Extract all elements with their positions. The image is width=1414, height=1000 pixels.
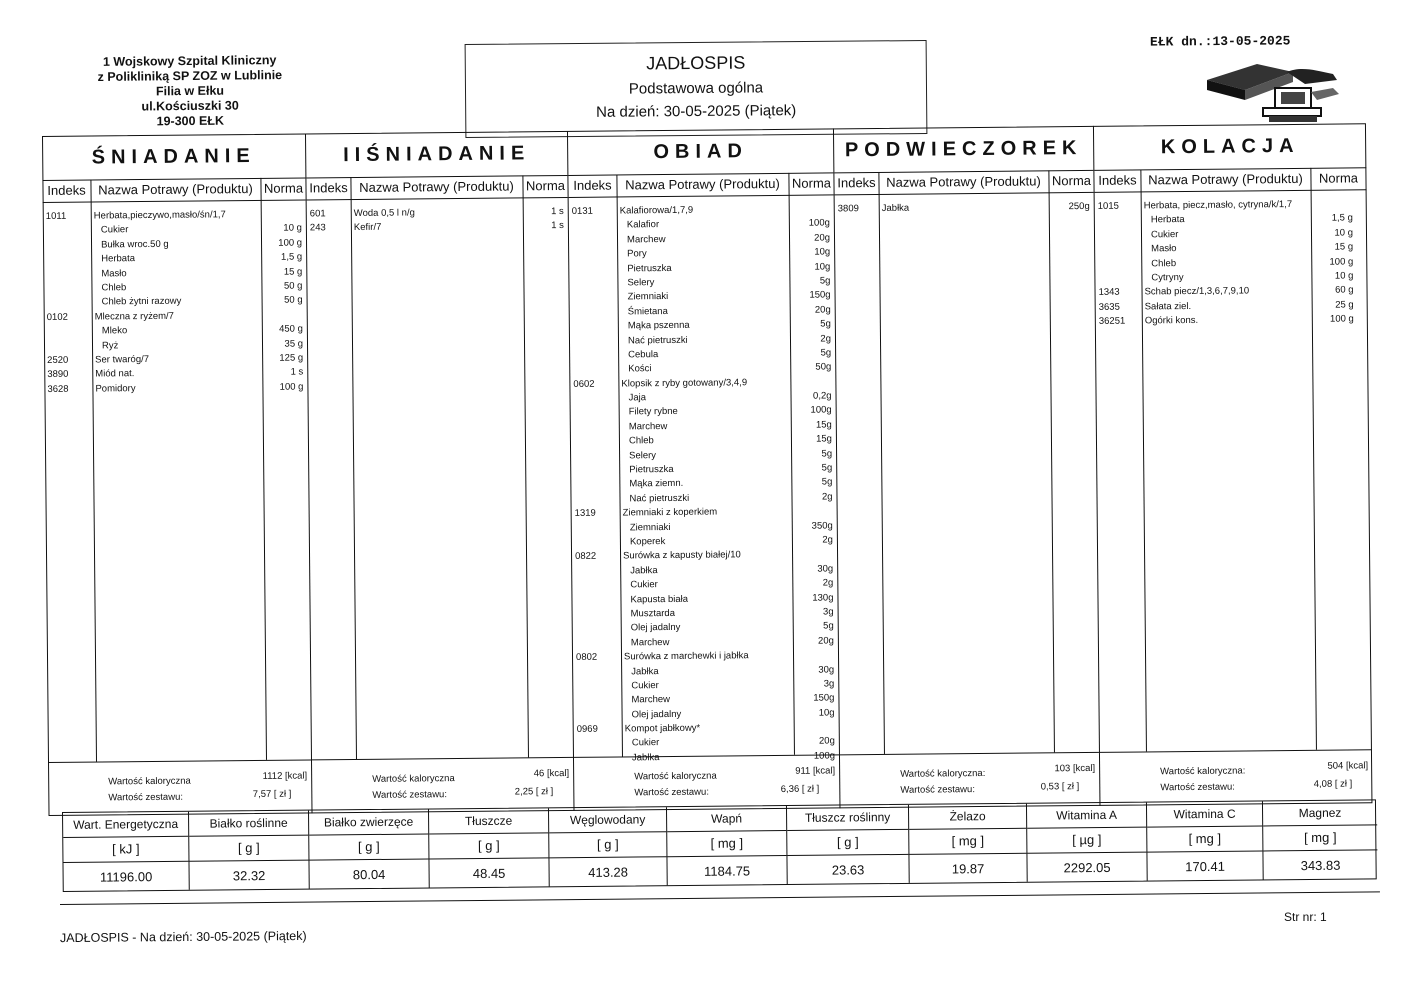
cost-label: Wartość zestawu: xyxy=(372,789,448,801)
menu-date: Na dzień: 30-05-2025 (Piątek) xyxy=(596,102,797,121)
item-name: Olej jadalny xyxy=(631,708,682,721)
item-name: Chleb żytni razowy xyxy=(101,296,182,308)
column-divider xyxy=(878,172,885,754)
nutrient-label: Białko zwierzęce xyxy=(309,809,428,835)
nutrient-value: 170.41 xyxy=(1185,858,1226,875)
nutrition-column xyxy=(429,808,550,887)
nutrient-value: 48.45 xyxy=(472,865,506,882)
meal-title: KOLACJA xyxy=(1094,123,1366,171)
nutrition-column xyxy=(1263,800,1378,879)
meal-summary xyxy=(48,759,312,817)
item-norm: 10 g xyxy=(1334,227,1354,239)
item-norm: 20g xyxy=(817,635,834,647)
item-norm: 250g xyxy=(1068,200,1090,213)
item-index: 0802 xyxy=(575,651,598,664)
nutrient-label: Węglowodany xyxy=(549,807,666,833)
item-name: Selery xyxy=(627,277,655,289)
item-norm: 25 g xyxy=(1335,299,1354,311)
item-name: Kalafiorowa/1,7,9 xyxy=(619,204,694,217)
item-name: Pietruszka xyxy=(629,463,674,476)
item-norm: 125 g xyxy=(279,352,304,364)
nutrient-unit: [ µg ] xyxy=(1027,828,1146,854)
hospital-name: 1 Wojskowy Szpital Kliniczny xyxy=(102,53,277,69)
column-header-row xyxy=(834,170,1093,195)
item-name: Surówka z kapusty białej/10 xyxy=(623,549,741,562)
column-header-index: Indeks xyxy=(309,180,348,196)
column-header-row xyxy=(42,177,305,203)
issue-date: EŁK dn.:13-05-2025 xyxy=(1149,33,1291,50)
meal-section xyxy=(306,131,575,813)
item-name: Jabłka xyxy=(631,751,660,764)
list-item xyxy=(307,219,568,236)
item-name: Ziemniaki z koperkiem xyxy=(622,506,718,519)
hospital-branch: Filia w Ełku xyxy=(155,83,225,99)
hospital-info xyxy=(70,53,311,131)
calorie-label: Wartość kaloryczna xyxy=(634,770,717,783)
item-name: Herbata, piecz,masło, cytryna/k/1,7 xyxy=(1143,199,1293,212)
item-norm: 35 g xyxy=(284,338,304,350)
cost-value: 7,57 [ zł ] xyxy=(252,788,292,801)
item-name: Filety rybne xyxy=(628,406,678,418)
column-header-name: Nazwa Potrawy (Produktu) xyxy=(886,173,1041,190)
item-name: Woda 0,5 l n/g xyxy=(353,207,415,220)
item-name: Schab piecz/1,3,6,7,9,10 xyxy=(1144,285,1250,298)
item-name: Ryż xyxy=(101,339,119,351)
item-name: Ziemniaki xyxy=(627,291,669,303)
item-norm: 20g xyxy=(814,232,831,244)
nutrient-label: Żelazo xyxy=(909,804,1026,830)
item-name: Kości xyxy=(628,363,652,375)
nutrient-unit: [ kJ ] xyxy=(63,837,188,863)
item-name: Cukier xyxy=(631,737,660,749)
item-norm: 5g xyxy=(823,620,834,632)
item-norm: 150g xyxy=(813,692,835,704)
item-norm: 30g xyxy=(817,563,834,575)
item-name: Marchew xyxy=(626,233,666,246)
item-index: 243 xyxy=(309,222,326,234)
item-norm: 100 g xyxy=(278,237,303,249)
nutrient-value: 2292.05 xyxy=(1063,859,1111,876)
column-header-index: Indeks xyxy=(1098,172,1137,188)
item-name: Sałata ziel. xyxy=(1144,300,1192,313)
item-name: Bułka wroc.50 g xyxy=(100,238,169,251)
item-norm: 100 g xyxy=(1329,255,1354,268)
item-norm: 5g xyxy=(821,476,833,488)
item-name: Jabłka xyxy=(881,202,910,214)
cost-value: 0,53 [ zł ] xyxy=(1040,781,1080,793)
item-norm: 50 g xyxy=(284,294,303,307)
item-name: Jaja xyxy=(628,392,647,404)
item-name: Jabłka xyxy=(631,665,659,677)
list-item xyxy=(44,380,307,397)
item-norm: 15 g xyxy=(1334,241,1354,253)
column-divider xyxy=(522,175,529,757)
hospital-affiliation: z Polikliniką SP ZOZ w Lublinie xyxy=(97,68,283,84)
calorie-value: 1112 [kcal] xyxy=(262,770,308,782)
nutrition-column xyxy=(189,811,310,890)
nutrient-value: 343.83 xyxy=(1300,857,1341,874)
item-name: Mąka pszenna xyxy=(627,319,690,332)
item-name: Herbata,pieczywo,masło/śn/1,7 xyxy=(93,209,226,222)
column-header-name: Nazwa Potrawy (Produktu) xyxy=(98,180,253,198)
item-name: Mąka ziemn. xyxy=(629,478,684,490)
column-header-norm: Norma xyxy=(1318,170,1359,186)
item-norm: 5g xyxy=(821,462,833,474)
item-name: Cukier xyxy=(1150,228,1179,241)
item-index: 3628 xyxy=(47,383,69,395)
item-name: Cukier xyxy=(100,224,129,236)
item-name: Mleko xyxy=(101,325,128,337)
nutrient-unit: [ mg ] xyxy=(1263,825,1377,851)
nutrient-value: 23.63 xyxy=(831,862,865,878)
meal-summary xyxy=(840,752,1100,809)
meal-title: ŚNIADANIE xyxy=(42,133,305,181)
item-name: Cukier xyxy=(630,579,658,591)
meal-items xyxy=(569,202,839,766)
item-name: Kefir/7 xyxy=(353,222,382,234)
document-title: JADŁOSPIS xyxy=(646,52,746,74)
item-norm: 60 g xyxy=(1334,284,1354,296)
item-index: 1015 xyxy=(1097,200,1119,212)
calorie-label: Wartość kaloryczna xyxy=(372,773,455,785)
cost-label: Wartość zestawu: xyxy=(634,786,710,799)
nutrition-column xyxy=(667,806,788,885)
calorie-label: Wartość kaloryczna xyxy=(108,775,191,788)
item-index: 3635 xyxy=(1098,301,1120,313)
item-norm: 2g xyxy=(822,577,834,589)
nutrient-unit: [ g ] xyxy=(309,834,428,860)
item-name: Miód nat. xyxy=(95,368,135,380)
nutrient-unit: [ g ] xyxy=(549,832,666,858)
nutrient-label: Magnez xyxy=(1263,800,1377,826)
item-index: 36251 xyxy=(1098,315,1126,327)
item-norm: 15 g xyxy=(283,266,303,278)
item-norm: 3g xyxy=(823,678,835,690)
item-index: 0102 xyxy=(46,311,68,323)
item-norm: 20g xyxy=(814,304,831,316)
item-norm: 100 g xyxy=(1329,313,1354,325)
list-item xyxy=(835,200,1094,217)
item-name: Herbata xyxy=(1150,214,1185,226)
column-header-norm: Norma xyxy=(1051,172,1092,189)
item-name: Nać pietruszki xyxy=(627,334,688,346)
item-name: Musztarda xyxy=(630,607,676,620)
meal-title: OBIAD xyxy=(568,128,833,176)
nutrient-unit: [ mg ] xyxy=(909,829,1026,855)
item-norm: 1 s xyxy=(551,205,564,218)
book-computer-logo xyxy=(1205,58,1345,126)
item-norm: 50 g xyxy=(283,280,303,292)
item-name: Marchew xyxy=(630,636,670,649)
list-item xyxy=(1096,312,1368,329)
item-norm: 5g xyxy=(819,275,831,287)
item-name: Kapusta biała xyxy=(630,593,689,605)
nutrient-label: Tłuszcz roślinny xyxy=(787,805,908,831)
nutrient-unit: [ g ] xyxy=(429,833,548,859)
item-norm: 10 g xyxy=(283,222,302,235)
item-name: Cebula xyxy=(628,349,659,361)
item-norm: 150g xyxy=(809,289,831,301)
item-norm: 350g xyxy=(811,520,833,532)
item-name: Masło xyxy=(101,267,127,279)
nutrient-value: 413.28 xyxy=(588,864,629,880)
item-name: Koperek xyxy=(629,536,666,548)
calorie-value: 504 [kcal] xyxy=(1327,760,1369,772)
cost-value: 6,36 [ zł ] xyxy=(780,783,820,795)
column-header-row xyxy=(568,172,833,198)
item-name: Śmietana xyxy=(627,305,668,318)
title-box xyxy=(465,40,928,138)
nutrient-unit: [ mg ] xyxy=(1147,826,1262,852)
item-name: Kompot jabłkowy* xyxy=(624,722,701,735)
item-name: Ser twaróg/7 xyxy=(95,353,150,366)
calorie-label: Wartość kaloryczna: xyxy=(1160,765,1246,778)
item-name: Surówka z marchewki i jabłka xyxy=(623,650,749,663)
column-divider xyxy=(1048,170,1055,752)
meal-items xyxy=(1095,197,1368,329)
nutrient-value: 32.32 xyxy=(232,868,266,884)
item-index: 0822 xyxy=(575,551,597,563)
column-header-name: Nazwa Potrawy (Produktu) xyxy=(625,175,780,193)
calorie-label: Wartość kaloryczna: xyxy=(900,767,986,780)
column-header-index: Indeks xyxy=(837,175,876,191)
meal-summary xyxy=(1100,749,1373,807)
nutrient-value: 1184.75 xyxy=(704,863,751,879)
item-name: Selery xyxy=(629,449,657,462)
item-name: Marchew xyxy=(628,420,668,433)
item-name: Chleb xyxy=(628,435,654,447)
item-name: Pomidory xyxy=(95,382,136,395)
nutrient-label: Witamina C xyxy=(1147,801,1262,827)
item-norm: 450 g xyxy=(279,323,303,335)
calorie-value: 46 [kcal] xyxy=(533,767,570,780)
column-header-name: Nazwa Potrawy (Produktu) xyxy=(359,178,514,195)
item-norm: 10g xyxy=(818,707,835,719)
column-header-index: Indeks xyxy=(573,177,612,193)
page-number: Str nr: 1 xyxy=(1284,910,1327,924)
nutrient-label: Wart. Energetyczna xyxy=(63,812,188,838)
item-name: Mleczna z ryżem/7 xyxy=(94,310,174,323)
column-header-norm: Norma xyxy=(525,177,566,194)
item-name: Klopsik z ryby gotowany/3,4,9 xyxy=(621,376,748,390)
nutrient-unit: [ mg ] xyxy=(667,831,786,857)
nutrient-value: 19.87 xyxy=(951,861,985,877)
item-norm: 10g xyxy=(814,246,831,258)
item-name: Pietruszka xyxy=(627,262,672,274)
nutrition-column xyxy=(549,807,668,886)
menu-table xyxy=(42,123,1372,816)
item-norm: 5g xyxy=(820,347,832,359)
item-name: Herbata xyxy=(101,253,136,265)
item-norm: 20g xyxy=(818,735,835,748)
nutrition-column xyxy=(909,804,1028,883)
item-index: 0602 xyxy=(573,378,595,390)
meal-summary xyxy=(312,757,574,815)
cost-label: Wartość zestawu: xyxy=(1160,781,1235,794)
item-index: 3890 xyxy=(47,369,69,381)
nutrient-unit: [ g ] xyxy=(189,836,308,862)
meal-title: PODWIECZOREK xyxy=(834,126,1093,173)
cost-value: 4,08 [ zł ] xyxy=(1313,778,1353,790)
cost-label: Wartość zestawu: xyxy=(108,791,184,804)
item-name: Ziemniaki xyxy=(629,521,671,533)
item-norm: 2g xyxy=(820,332,832,345)
column-header-index: Indeks xyxy=(47,182,86,198)
item-index: 0131 xyxy=(571,205,593,217)
item-norm: 1,5 g xyxy=(1331,212,1353,225)
item-norm: 5g xyxy=(820,318,831,330)
hospital-street: ul.Kościuszki 30 xyxy=(141,98,239,114)
nutrition-column xyxy=(1027,803,1148,882)
diet-name: Podstawowa ogólna xyxy=(628,79,764,98)
item-index: 1011 xyxy=(45,210,67,222)
item-index: 1343 xyxy=(1098,287,1120,299)
item-name: Nać pietruszki xyxy=(629,492,690,505)
item-name: Pory xyxy=(627,248,647,260)
nutrition-column xyxy=(63,812,190,891)
nutrient-unit: [ g ] xyxy=(787,830,908,856)
meal-items xyxy=(43,207,308,397)
column-divider xyxy=(350,177,357,759)
meal-summary xyxy=(574,754,840,812)
cost-label: Wartość zestawu: xyxy=(900,784,975,796)
calorie-value: 103 [kcal] xyxy=(1054,762,1096,775)
calorie-value: 911 [kcal] xyxy=(795,765,836,777)
item-index: 601 xyxy=(309,208,326,220)
item-norm: 130g xyxy=(812,591,834,604)
hospital-postcode: 19-300 EŁK xyxy=(156,113,225,129)
item-name: Masło xyxy=(1151,243,1177,255)
meal-section xyxy=(1094,123,1373,806)
cost-value: 2,25 [ zł ] xyxy=(514,786,554,798)
item-norm: 100 g xyxy=(279,381,304,393)
nutrient-value: 11196.00 xyxy=(99,869,153,885)
item-norm: 30g xyxy=(818,663,835,676)
nutrient-label: Tłuszcze xyxy=(429,808,548,834)
item-norm: 2g xyxy=(821,491,833,503)
column-header-name: Nazwa Potrawy (Produktu) xyxy=(1148,170,1303,188)
item-norm: 15g xyxy=(815,419,832,431)
column-header-row xyxy=(1094,167,1366,193)
item-norm: 15g xyxy=(816,433,832,445)
item-norm: 100g xyxy=(813,750,836,762)
item-name: Chleb xyxy=(1151,257,1177,269)
item-name: Cukier xyxy=(631,679,659,692)
item-norm: 0,2g xyxy=(812,390,832,402)
item-norm: 10g xyxy=(814,261,831,273)
item-norm: 1 s xyxy=(290,366,304,378)
item-name: Jabłka xyxy=(630,564,658,577)
meal-title: IIŚNIADANIE xyxy=(306,131,567,179)
nutrition-column xyxy=(1147,801,1264,880)
item-name: Marchew xyxy=(631,694,671,706)
item-index: 0969 xyxy=(576,723,598,735)
nutrition-table xyxy=(62,799,1377,892)
item-norm: 100g xyxy=(810,404,832,417)
item-norm: 1 s xyxy=(551,220,564,232)
item-index: 1319 xyxy=(574,507,596,520)
meal-section xyxy=(568,128,841,811)
nutrient-label: Witamina A xyxy=(1027,803,1146,829)
footer-rule xyxy=(60,891,1380,905)
column-header-row xyxy=(306,175,567,201)
item-norm: 10 g xyxy=(1334,270,1354,282)
meal-section xyxy=(834,126,1101,808)
footer-text: JADŁOSPIS - Na dzień: 30-05-2025 (Piątek) xyxy=(59,928,307,946)
item-name: Ogórki kons. xyxy=(1144,315,1199,327)
nutrition-column xyxy=(787,805,910,884)
column-header-norm: Norma xyxy=(263,180,304,196)
item-norm: 2g xyxy=(822,534,833,546)
nutrient-label: Wapń xyxy=(667,806,786,832)
item-name: Olej jadalny xyxy=(630,622,681,634)
meal-items xyxy=(307,205,568,236)
nutrient-label: Białko roślinne xyxy=(189,811,308,837)
item-norm: 50g xyxy=(815,361,832,373)
meal-section xyxy=(42,133,313,816)
nutrient-value: 80.04 xyxy=(352,866,386,883)
item-name: Cytryny xyxy=(1151,272,1184,284)
meal-items xyxy=(835,200,1094,217)
item-index: 2520 xyxy=(47,354,69,366)
item-name: Chleb xyxy=(101,282,127,294)
nutrition-column xyxy=(309,809,430,888)
item-index: 3809 xyxy=(837,203,859,215)
item-norm: 1,5 g xyxy=(280,251,303,263)
item-name: Kalafior xyxy=(626,219,660,231)
item-norm: 3g xyxy=(822,606,834,618)
item-norm: 5g xyxy=(821,448,833,460)
column-header-norm: Norma xyxy=(791,175,832,191)
item-norm: 100g xyxy=(808,217,830,230)
